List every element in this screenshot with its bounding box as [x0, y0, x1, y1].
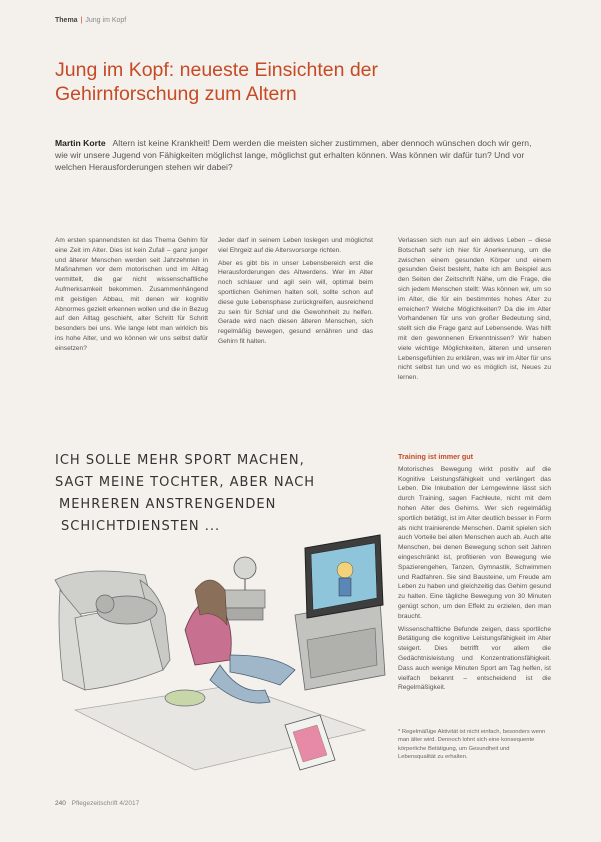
body-paragraph: Aber es gibt bis in unser Lebensbereich erst die Herausforderungen des Altwerdens. Wer im Alter noch schlauer und agil sein will, optimal beim sportlichen Gehirnen halten soll, sollte schon auf diese gute Lebensphase zurückgreifen, ausreichend zu sein für Schlaf und die Gewohnheit zu helfen. Gerade wird nach diesen älteren Menschen, sich regelmäßig bewegen, gesund ernähren und das Gehirn fit halten.: [218, 259, 373, 345]
cartoon-caption-line-2: SAGT MEINE TOCHTER, ABER NACH: [55, 475, 316, 490]
intro-text: Altern ist keine Krankheit! Dem werden die meisten sicher zustimmen, aber dennoch wünschen doch wir gern, wie wir unsere Jugend von Fähigkeiten möglichst lange, möglichst gut erhalten können. Was können wir dafür tun? Und vor welchen Herausforderungen stehen wir dabei?: [55, 138, 532, 172]
body-column-1: [55, 236, 208, 357]
kicker-topic: Jung im Kopf: [85, 17, 127, 24]
cartoon-caption-line-4: SCHICHTDIENSTEN ...: [61, 519, 221, 534]
section-kicker: [55, 17, 126, 24]
section-subheading: Training ist immer gut: [398, 452, 474, 461]
body-paragraph: Am ersten spannendsten ist das Thema Gehirn für eine Zeit im Alter. Dies ist kein Zufall – ganz junger und älterer Menschen werden seit Jahrzehnten in Maßnahmen vor dem motorischen und im Alltag vermittelt, die gar nicht wissenschaftliche Aufmerksamkeit bekommen. Zusammenhängend mit geistigen Abbau, mit denen wir kognitiv Abnormes gezielt erkennen wollen und die in Bezug auf den Alltag geschieht, alter Schritt für Schritt besonders bei uns. Wie lange lebt man wirklich bis ins hohe Alter, und wo können wir uns selbst dafür einsetzen?: [55, 237, 208, 352]
body-paragraph: Wissenschaftliche Befunde zeigen, dass sportliche Betätigung die kognitive Leistungsfähigkeit im Alter steigert. Dies betrifft vor allem die Gedächtnisleistung und Konzentrationsfähigkeit. Dass auch wenige Minuten Sport am Tag helfen, ist vielfach bekannt – entscheidend ist die Regelmäßigkeit.: [398, 625, 551, 692]
kicker-separator: |: [80, 17, 83, 24]
kicker-section: Thema: [55, 17, 78, 24]
page-footer: [55, 800, 139, 807]
cartoon-caption-line-3: MEHREREN ANSTRENGENDEN: [59, 497, 277, 512]
body-column-3: [398, 236, 551, 386]
author-name: Martin Korte: [55, 138, 106, 148]
side-table-lamp: [220, 557, 265, 620]
body-column-3-section: [398, 452, 551, 696]
article-intro: [55, 137, 545, 173]
publication-name: Pflegezeitschrift 4/2017: [71, 800, 140, 807]
bowl-with-snacks: [165, 690, 205, 706]
body-paragraph: Jeder darf in seinem Leben loslegen und möglichst viel Ehrgeiz auf die Altersvorsorge richten.: [218, 237, 373, 254]
television: [305, 535, 383, 618]
article-headline: [55, 58, 475, 106]
armchair: [55, 571, 170, 690]
cartoon-illustration: [45, 440, 390, 785]
headline-line-2: Gehirnforschung zum Altern: [55, 83, 297, 106]
cartoon-caption-line-1: ICH SOLLE MEHR SPORT MACHEN,: [55, 453, 305, 468]
body-paragraph: Verlassen sich nun auf ein aktives Leben – diese Botschaft sehr ich hier für Anerkennung, um die zwischen einem gesunden Körper und einem gesunden Geist besteht, halte ich am Beispiel aus den Seiten der Zeitschrift Nähe, um die Frage, die sich jedem Menschen stellt: Was können wir, um so im Alter, die für ein bestimmtes hohes Alter zu erreichen? Welche Möglichkeiten? Da die im Alter Vorhandenen für uns von großer Bedeutung sind, stellt sich die Frage ganz auf Lebensende. Was hilft mit den gewonnenen Erkenntnissen? Wir haben viele wichtige Möglichkeiten, älteren und unseren Lebensgefühlen zu erklären, was wir im Alter für uns nicht selbst tun und wo es möglich ist, Neues zu lernen.: [398, 237, 551, 382]
headline-line-1: Jung im Kopf: neueste Einsichten der: [55, 59, 379, 82]
footnote: * Regelmäßige Aktivität ist nicht einfach, besonders wenn man älter wird. Dennoch lohnt sich eine konsequente körperliche Betätigung, um Gesundheit und Lebensqualität zu erhalten.: [398, 729, 546, 761]
body-column-2: [218, 236, 373, 350]
body-paragraph: Motorisches Bewegung wirkt positiv auf die Kognitive Leistungsfähigkeit und verlängert das Leben. Die Inkubation der Lerngewinne lässt sich durch Training, sagen Fachleute, nicht mit dem hohen Alter des Gehirns. Wer sich regelmäßig sportlich betätigt, ist im Alter deutlich besser in Form als nicht trainierende Menschen. Damit spielen sich auch Vorteile bei allen Menschen auch ab. Auch alte Menschen, bei denen Bewegung schon seit Jahren eingeschränkt ist, profitieren von Bewegung wie Spazierengehen, Tanzen, Gymnastik, Schwimmen und Radfahren. Sie sind Bausteine, um Freude am Leben zu haben und gleichzeitig das Gehirn gesund zu halten. Eine tägliche Bewegung von 30 Minuten genügt schon, um den Effekt zu erzielen, den man braucht.: [398, 465, 551, 620]
page-number: 240: [55, 800, 66, 807]
